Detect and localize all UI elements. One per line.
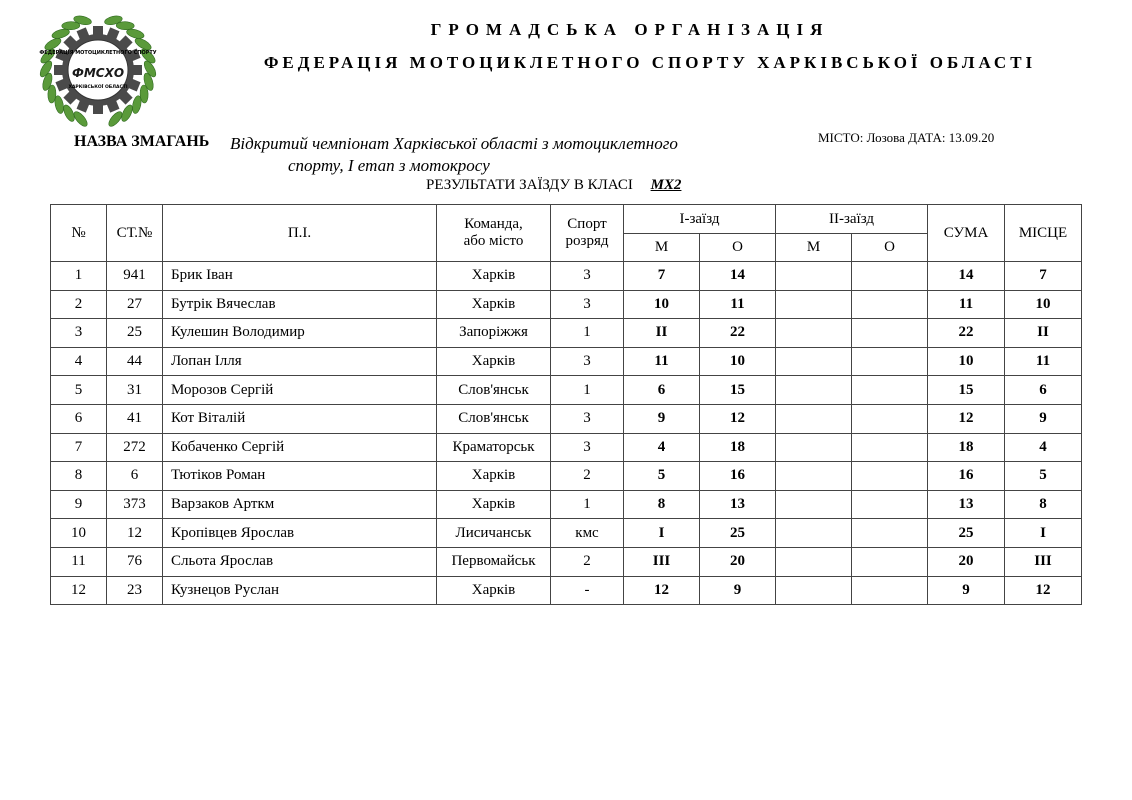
results-title-text: РЕЗУЛЬТАТИ ЗАЇЗДУ В КЛАСІ	[426, 177, 633, 193]
cell-race2-points	[852, 433, 928, 462]
cell-race1-points: 20	[700, 547, 776, 576]
header-team	[437, 205, 551, 262]
header-race2-points: О	[852, 234, 928, 262]
cell-race1-points: 14	[700, 262, 776, 291]
cell-team: Слов'янськ	[437, 376, 551, 405]
cell-sum: 10	[928, 347, 1005, 376]
cell-team: Харків	[437, 347, 551, 376]
competition-name	[230, 133, 750, 177]
cell-name: Морозов Сергій	[163, 376, 437, 405]
cell-name: Кулешин Володимир	[163, 319, 437, 348]
cell-race2-place	[776, 519, 852, 548]
cell-race2-place	[776, 262, 852, 291]
cell-sum: 14	[928, 262, 1005, 291]
cell-name: Брик Іван	[163, 262, 437, 291]
cell-race1-points: 25	[700, 519, 776, 548]
cell-race2-place	[776, 462, 852, 491]
table-row	[51, 290, 1082, 319]
cell-start-no: 44	[107, 347, 163, 376]
cell-race2-points	[852, 376, 928, 405]
cell-race1-place: 9	[624, 404, 700, 433]
table-row	[51, 462, 1082, 491]
cell-race2-points	[852, 319, 928, 348]
cell-race1-place: I	[624, 519, 700, 548]
cell-race2-place	[776, 347, 852, 376]
cell-sum: 11	[928, 290, 1005, 319]
header-place: МІСЦЕ	[1005, 205, 1082, 262]
cell-sum: 20	[928, 547, 1005, 576]
cell-sum: 25	[928, 519, 1005, 548]
cell-no: 11	[51, 547, 107, 576]
cell-race1-place: 10	[624, 290, 700, 319]
table-row	[51, 262, 1082, 291]
class-name: МХ2	[650, 177, 682, 193]
cell-no: 1	[51, 262, 107, 291]
cell-race1-place: II	[624, 319, 700, 348]
cell-name: Кропівцев Ярослав	[163, 519, 437, 548]
cell-team: Харків	[437, 262, 551, 291]
logo-abbrev-text: ФМСХО	[71, 66, 125, 80]
cell-race2-place	[776, 376, 852, 405]
cell-place: 9	[1005, 404, 1082, 433]
cell-team: Запоріжжя	[437, 319, 551, 348]
cell-race1-points: 13	[700, 490, 776, 519]
cell-team: Харків	[437, 290, 551, 319]
cell-sum: 9	[928, 576, 1005, 605]
cell-team: Харків	[437, 490, 551, 519]
cell-place: II	[1005, 319, 1082, 348]
cell-no: 9	[51, 490, 107, 519]
cell-no: 8	[51, 462, 107, 491]
cell-race1-place: 11	[624, 347, 700, 376]
cell-name: Бутрік Вячеслав	[163, 290, 437, 319]
cell-race2-place	[776, 576, 852, 605]
cell-no: 12	[51, 576, 107, 605]
cell-rank: 1	[551, 319, 624, 348]
cell-race1-points: 16	[700, 462, 776, 491]
laurel-leaf	[116, 21, 134, 29]
cell-rank: 1	[551, 376, 624, 405]
cell-team: Слов'янськ	[437, 404, 551, 433]
cell-start-no: 23	[107, 576, 163, 605]
header-sum: СУМА	[928, 205, 1005, 262]
cell-race2-place	[776, 547, 852, 576]
cell-place: 6	[1005, 376, 1082, 405]
cell-race1-points: 12	[700, 404, 776, 433]
header-start-no: СТ.№	[107, 205, 163, 262]
cell-race1-place: 12	[624, 576, 700, 605]
header-team-line2: або місто	[463, 233, 524, 249]
cell-no: 7	[51, 433, 107, 462]
cell-sum: 13	[928, 490, 1005, 519]
cell-rank: 3	[551, 290, 624, 319]
header-race1-place: М	[624, 234, 700, 262]
cell-race2-place	[776, 433, 852, 462]
cell-rank: 3	[551, 433, 624, 462]
cell-place: 7	[1005, 262, 1082, 291]
cell-sum: 15	[928, 376, 1005, 405]
cell-race1-place: 7	[624, 262, 700, 291]
cell-rank: кмс	[551, 519, 624, 548]
cell-start-no: 76	[107, 547, 163, 576]
cell-race2-points	[852, 519, 928, 548]
cell-place: 8	[1005, 490, 1082, 519]
cell-team: Краматорськ	[437, 433, 551, 462]
cell-name: Сльота Ярослав	[163, 547, 437, 576]
header-team-line1: Команда,	[464, 216, 523, 232]
cell-race1-points: 22	[700, 319, 776, 348]
cell-name: Лопан Ілля	[163, 347, 437, 376]
header-race1-points: О	[700, 234, 776, 262]
cell-start-no: 31	[107, 376, 163, 405]
cell-rank: 3	[551, 347, 624, 376]
cell-team: Первомайськ	[437, 547, 551, 576]
table-row	[51, 404, 1082, 433]
organization-name: ФЕДЕРАЦІЯ МОТОЦИКЛЕТНОГО СПОРТУ ХАРКІВСЬКОЇ ОБЛАСТІ	[263, 53, 1037, 72]
cell-place: III	[1005, 547, 1082, 576]
cell-race1-points: 11	[700, 290, 776, 319]
cell-race1-place: 8	[624, 490, 700, 519]
cell-place: I	[1005, 519, 1082, 548]
cell-race1-place: 5	[624, 462, 700, 491]
cell-start-no: 25	[107, 319, 163, 348]
cell-rank: 3	[551, 262, 624, 291]
logo-emblem-icon	[28, 10, 168, 135]
cell-place: 4	[1005, 433, 1082, 462]
laurel-leaf	[62, 21, 80, 29]
city-date: МІСТО: Лозова ДАТА: 13.09.20	[818, 130, 995, 145]
cell-team: Харків	[437, 576, 551, 605]
cell-start-no: 41	[107, 404, 163, 433]
cell-race2-points	[852, 576, 928, 605]
cell-race1-place: 4	[624, 433, 700, 462]
cell-no: 6	[51, 404, 107, 433]
laurel-leaf	[51, 28, 70, 41]
cell-no: 5	[51, 376, 107, 405]
cell-race2-points	[852, 490, 928, 519]
cell-race2-place	[776, 290, 852, 319]
cell-place: 10	[1005, 290, 1082, 319]
header-race1: І-заїзд	[624, 205, 776, 234]
cell-team: Лисичанськ	[437, 519, 551, 548]
cell-no: 2	[51, 290, 107, 319]
competition-name-line1: Відкритий чемпіонат Харківської області з мотоциклетного	[230, 134, 678, 153]
cell-no: 4	[51, 347, 107, 376]
cell-start-no: 12	[107, 519, 163, 548]
cell-place: 5	[1005, 462, 1082, 491]
table-row	[51, 347, 1082, 376]
federation-logo	[28, 10, 168, 135]
cell-no: 10	[51, 519, 107, 548]
cell-race1-points: 15	[700, 376, 776, 405]
table-row	[51, 576, 1082, 605]
cell-race2-place	[776, 319, 852, 348]
competition-name-line2: спорту, І етап з мотокросу	[288, 156, 490, 175]
logo-bottom-text: ХАРКІВСЬКОЇ ОБЛАСТІ	[68, 85, 128, 90]
cell-name: Кот Віталій	[163, 404, 437, 433]
cell-race1-points: 18	[700, 433, 776, 462]
table-row	[51, 490, 1082, 519]
cell-rank: -	[551, 576, 624, 605]
header-race2-place: М	[776, 234, 852, 262]
table-row	[51, 376, 1082, 405]
organization-type: ГРОМАДСЬКА ОРГАНІЗАЦІЯ	[430, 20, 830, 39]
results-title	[426, 177, 681, 194]
cell-sum: 22	[928, 319, 1005, 348]
header-rank	[551, 205, 624, 262]
cell-start-no: 373	[107, 490, 163, 519]
table-row	[51, 319, 1082, 348]
cell-rank: 1	[551, 490, 624, 519]
cell-start-no: 27	[107, 290, 163, 319]
competition-label: НАЗВА ЗМАГАНЬ	[74, 133, 210, 150]
cell-race2-points	[852, 547, 928, 576]
laurel-leaf	[126, 28, 145, 41]
cell-race2-place	[776, 404, 852, 433]
cell-race2-points	[852, 404, 928, 433]
header-rank-line1: Спорт	[567, 216, 607, 232]
table-row	[51, 519, 1082, 548]
cell-rank: 2	[551, 462, 624, 491]
header-rank-line2: розряд	[565, 233, 609, 249]
cell-name: Кобаченко Сергій	[163, 433, 437, 462]
cell-rank: 3	[551, 404, 624, 433]
cell-start-no: 6	[107, 462, 163, 491]
cell-start-no: 941	[107, 262, 163, 291]
cell-rank: 2	[551, 547, 624, 576]
header-name: П.І.	[163, 205, 437, 262]
cell-start-no: 272	[107, 433, 163, 462]
cell-place: 11	[1005, 347, 1082, 376]
cell-race1-place: III	[624, 547, 700, 576]
cell-team: Харків	[437, 462, 551, 491]
cell-name: Тютіков Роман	[163, 462, 437, 491]
cell-no: 3	[51, 319, 107, 348]
table-row	[51, 547, 1082, 576]
laurel-leaf	[53, 95, 65, 114]
cell-race2-points	[852, 290, 928, 319]
cell-sum: 16	[928, 462, 1005, 491]
cell-race2-points	[852, 347, 928, 376]
cell-race2-place	[776, 490, 852, 519]
cell-sum: 12	[928, 404, 1005, 433]
cell-race2-points	[852, 462, 928, 491]
logo-top-text: ФЕДЕРАЦІЯ МОТОЦИКЛЕТНОГО СПОРТУ	[39, 50, 157, 56]
cell-race2-points	[852, 262, 928, 291]
results-table	[50, 204, 1082, 605]
cell-race1-points: 9	[700, 576, 776, 605]
cell-race1-place: 6	[624, 376, 700, 405]
laurel-leaf	[131, 95, 143, 114]
cell-name: Кузнецов Руслан	[163, 576, 437, 605]
cell-race1-points: 10	[700, 347, 776, 376]
cell-sum: 18	[928, 433, 1005, 462]
cell-name: Варзаков Арткм	[163, 490, 437, 519]
header-race2: ІІ-заїзд	[776, 205, 928, 234]
table-row	[51, 433, 1082, 462]
header-no: №	[51, 205, 107, 262]
cell-place: 12	[1005, 576, 1082, 605]
